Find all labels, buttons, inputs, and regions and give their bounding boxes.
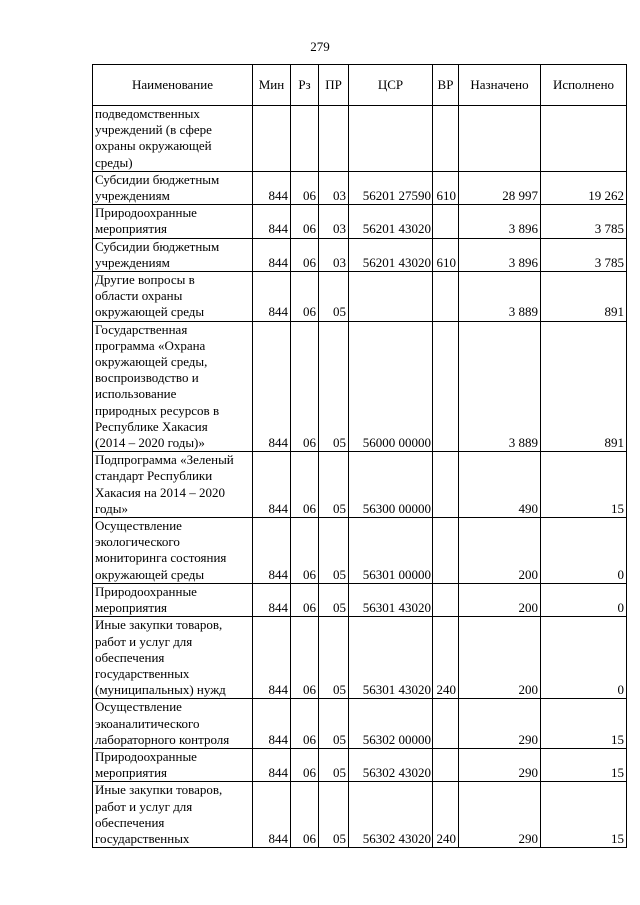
cell-name: Иные закупки товаров, работ и услуг для обеспечения государственных (93, 782, 253, 848)
cell-min: 844 (253, 171, 291, 204)
table-row (93, 238, 627, 271)
cell-vr: 240 (433, 782, 459, 848)
table-row (93, 171, 627, 204)
cell-csr: 56302 43020 (349, 782, 433, 848)
table-row (93, 518, 627, 584)
cell-executed: 891 (541, 321, 627, 452)
header-csr: ЦСР (349, 65, 433, 106)
budget-table (92, 64, 627, 848)
cell-csr (349, 106, 433, 172)
cell-min (253, 106, 291, 172)
cell-executed: 891 (541, 272, 627, 322)
cell-planned: 3 889 (459, 321, 541, 452)
cell-rz: 06 (291, 583, 319, 616)
table-row (93, 782, 627, 848)
cell-executed: 3 785 (541, 238, 627, 271)
table-row (93, 272, 627, 322)
cell-name: Государственная программа «Охрана окружающей среды, воспроизводство и использование природных ресурсов в Республике Хакасия (2014 – 2020 годы)» (93, 321, 253, 452)
cell-pr: 05 (319, 452, 349, 518)
cell-vr (433, 748, 459, 781)
cell-pr (319, 106, 349, 172)
header-executed: Исполнено (541, 65, 627, 106)
cell-csr: 56301 43020 (349, 583, 433, 616)
cell-planned: 200 (459, 518, 541, 584)
cell-rz: 06 (291, 238, 319, 271)
header-name: Наименование (93, 65, 253, 106)
cell-pr: 05 (319, 617, 349, 699)
header-vr: ВР (433, 65, 459, 106)
cell-rz: 06 (291, 272, 319, 322)
cell-csr: 56000 00000 (349, 321, 433, 452)
cell-name: Природоохранные мероприятия (93, 748, 253, 781)
cell-vr (433, 699, 459, 749)
cell-min: 844 (253, 205, 291, 238)
header-rz: Рз (291, 65, 319, 106)
cell-name: Осуществление экоаналитического лабораторного контроля (93, 699, 253, 749)
cell-min: 844 (253, 272, 291, 322)
cell-pr: 03 (319, 171, 349, 204)
cell-planned: 28 997 (459, 171, 541, 204)
cell-vr: 610 (433, 171, 459, 204)
cell-vr (433, 321, 459, 452)
header-min: Мин (253, 65, 291, 106)
table-row (93, 748, 627, 781)
cell-min: 844 (253, 518, 291, 584)
cell-planned: 200 (459, 617, 541, 699)
cell-min: 844 (253, 782, 291, 848)
cell-csr: 56300 00000 (349, 452, 433, 518)
cell-executed: 3 785 (541, 205, 627, 238)
cell-name: Природоохранные мероприятия (93, 205, 253, 238)
cell-vr (433, 205, 459, 238)
cell-rz: 06 (291, 171, 319, 204)
cell-pr: 03 (319, 238, 349, 271)
cell-name: Субсидии бюджетным учреждениям (93, 238, 253, 271)
cell-csr: 56301 43020 (349, 617, 433, 699)
cell-vr (433, 106, 459, 172)
cell-executed: 0 (541, 617, 627, 699)
cell-min: 844 (253, 583, 291, 616)
cell-pr: 05 (319, 583, 349, 616)
cell-executed (541, 106, 627, 172)
cell-min: 844 (253, 617, 291, 699)
cell-pr: 05 (319, 518, 349, 584)
cell-executed: 15 (541, 782, 627, 848)
cell-rz: 06 (291, 205, 319, 238)
cell-csr: 56301 00000 (349, 518, 433, 584)
cell-csr (349, 272, 433, 322)
cell-planned: 490 (459, 452, 541, 518)
cell-planned: 290 (459, 748, 541, 781)
cell-name: Иные закупки товаров, работ и услуг для обеспечения государственных (муниципальных) нужд (93, 617, 253, 699)
cell-pr: 05 (319, 748, 349, 781)
cell-rz: 06 (291, 452, 319, 518)
cell-name: Осуществление экологического мониторинга состояния окружающей среды (93, 518, 253, 584)
table-row (93, 699, 627, 749)
cell-csr: 56302 00000 (349, 699, 433, 749)
cell-vr: 240 (433, 617, 459, 699)
cell-min: 844 (253, 748, 291, 781)
cell-vr (433, 452, 459, 518)
cell-csr: 56201 27590 (349, 171, 433, 204)
cell-name: подведомственных учреждений (в сфере охраны окружающей среды) (93, 106, 253, 172)
cell-name: Другие вопросы в области охраны окружающей среды (93, 272, 253, 322)
cell-csr: 56201 43020 (349, 238, 433, 271)
cell-name: Природоохранные мероприятия (93, 583, 253, 616)
cell-rz (291, 106, 319, 172)
cell-min: 844 (253, 321, 291, 452)
cell-executed: 0 (541, 583, 627, 616)
cell-planned: 290 (459, 782, 541, 848)
cell-pr: 05 (319, 782, 349, 848)
cell-vr (433, 583, 459, 616)
cell-min: 844 (253, 699, 291, 749)
cell-executed: 15 (541, 748, 627, 781)
cell-planned (459, 106, 541, 172)
cell-planned: 290 (459, 699, 541, 749)
cell-rz: 06 (291, 617, 319, 699)
cell-vr: 610 (433, 238, 459, 271)
cell-rz: 06 (291, 699, 319, 749)
cell-planned: 3 896 (459, 205, 541, 238)
table-row (93, 205, 627, 238)
table-header-row (93, 65, 627, 106)
cell-pr: 05 (319, 272, 349, 322)
cell-rz: 06 (291, 518, 319, 584)
header-planned: Назначено (459, 65, 541, 106)
cell-rz: 06 (291, 748, 319, 781)
table-row (93, 452, 627, 518)
cell-pr: 05 (319, 321, 349, 452)
cell-executed: 19 262 (541, 171, 627, 204)
cell-vr (433, 518, 459, 584)
cell-pr: 05 (319, 699, 349, 749)
table-body (93, 106, 627, 848)
cell-planned: 3 896 (459, 238, 541, 271)
header-pr: ПР (319, 65, 349, 106)
cell-executed: 15 (541, 699, 627, 749)
table-row (93, 321, 627, 452)
table-row (93, 583, 627, 616)
cell-name: Субсидии бюджетным учреждениям (93, 171, 253, 204)
table-row (93, 106, 627, 172)
cell-min: 844 (253, 452, 291, 518)
table-row (93, 617, 627, 699)
cell-rz: 06 (291, 782, 319, 848)
cell-executed: 15 (541, 452, 627, 518)
cell-planned: 3 889 (459, 272, 541, 322)
page-number: 279 (310, 39, 330, 54)
cell-csr: 56201 43020 (349, 205, 433, 238)
cell-name: Подпрограмма «Зеленый стандарт Республики Хакасия на 2014 – 2020 годы» (93, 452, 253, 518)
cell-vr (433, 272, 459, 322)
cell-csr: 56302 43020 (349, 748, 433, 781)
cell-executed: 0 (541, 518, 627, 584)
cell-min: 844 (253, 238, 291, 271)
cell-planned: 200 (459, 583, 541, 616)
cell-rz: 06 (291, 321, 319, 452)
cell-pr: 03 (319, 205, 349, 238)
